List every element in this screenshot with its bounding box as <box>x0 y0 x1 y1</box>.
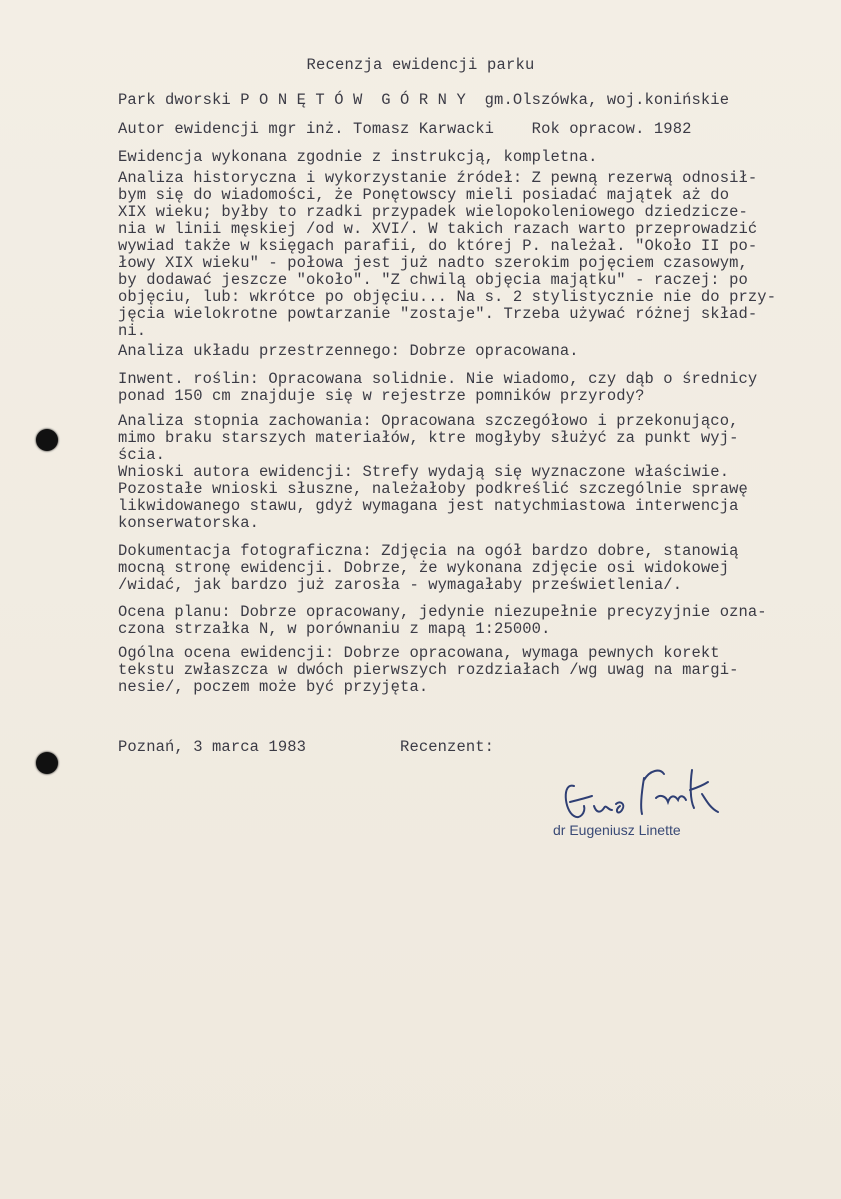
text-line: nia w linii męskiej /od w. XVI/. W takich razach warto przeprowadzić <box>118 220 758 238</box>
text-line: Dokumentacja fotograficzna: Zdjęcia na ogół bardzo dobre, stanowią <box>118 542 739 560</box>
text-line: mimo braku starszych materiałów, ktre mogłyby służyć za punkt wyj- <box>118 429 739 447</box>
text-line: konserwatorska. <box>118 514 260 532</box>
text-line: Inwent. roślin: Opracowana solidnie. Nie wiadomo, czy dąb o średnicy <box>118 370 758 388</box>
text-line: Pozostałe wnioski słuszne, należałoby podkreślić szczególnie sprawę <box>118 480 748 498</box>
text-line: jęcia wielokrotne powtarzanie "zostaje". Trzeba używać różnej skład- <box>118 305 758 323</box>
place-date-reviewer-line: Poznań, 3 marca 1983 Recenzent: <box>118 738 495 756</box>
text-line: objęciu, lub: wkrótce po objęciu... Na s. 2 stylistycznie nie do przy- <box>118 288 777 306</box>
text-line: Analiza historyczna i wykorzystanie źródeł: Z pewną rezerwą odnosił- <box>118 169 758 187</box>
text-line: ni. <box>118 322 147 340</box>
punch-hole <box>36 752 58 774</box>
document-title: Recenzja ewidencji parku <box>306 56 535 74</box>
text-line: Ocena planu: Dobrze opracowany, jedynie niezupełnie precyzyjnie ozna- <box>118 603 767 621</box>
text-line: by dodawać jeszcze "około". "Z chwilą objęcia majątku" - raczej: po <box>118 271 748 289</box>
text-line: czona strzałka N, w porównaniu z mapą 1:25000. <box>118 620 551 638</box>
text-line: wywiad także w księgach parafii, do której P. należał. "Około II po- <box>118 237 758 255</box>
text-line: Analiza stopnia zachowania: Opracowana szczegółowo i przekonująco, <box>118 412 739 430</box>
text-line: bym się do wiadomości, że Ponętowscy mieli posiadać majątek aż do <box>118 186 730 204</box>
text-line: XIX wieku; byłby to rzadki przypadek wielopokoleniowego dziedziczе- <box>118 203 748 221</box>
text-line: tekstu zwłaszcza w dwóch pierwszych rozdziałach /wg uwag na margi- <box>118 661 739 679</box>
author-line: Autor ewidencji mgr inż. Tomasz Karwacki Rok opracow. 1982 <box>118 120 692 138</box>
text-line: łowy XIX wieku" - połowa jest już nadto szerokim pojęciem czasowym, <box>118 254 748 272</box>
text-line: likwidowanego stawu, gdyż wymagana jest natychmiastowa interwencja <box>118 497 739 515</box>
text-line: mocną stronę ewidencji. Dobrze, że wykonana zdjęcie osi widokowej <box>118 559 730 577</box>
text-line: ponad 150 cm znajduje się w rejestrze pomników przyrody? <box>118 387 645 405</box>
text-line: nesie/, poczem może być przyjęta. <box>118 678 429 696</box>
text-line: ścia. <box>118 446 166 464</box>
text-line: Analiza układu przestrzennego: Dobrze opracowana. <box>118 342 579 360</box>
text-line: Ogólna ocena ewidencji: Dobrze opracowana, wymaga pewnych korekt <box>118 644 720 662</box>
text-line: Wnioski autora ewidencji: Strefy wydają się wyznaczone właściwie. <box>118 463 730 481</box>
signature-name: dr Eugeniusz Linette <box>553 822 681 838</box>
compliance-line: Ewidencja wykonana zgodnie z instrukcją, kompletna. <box>118 148 598 166</box>
text-line: /widać, jak bardzo już zarosła - wymagałaby prześwietlenia/. <box>118 576 683 594</box>
park-header-line: Park dworski P O N Ę T Ó W G Ó R N Y gm.Olszówka, woj.konińskie <box>118 91 730 109</box>
punch-hole <box>36 429 58 451</box>
